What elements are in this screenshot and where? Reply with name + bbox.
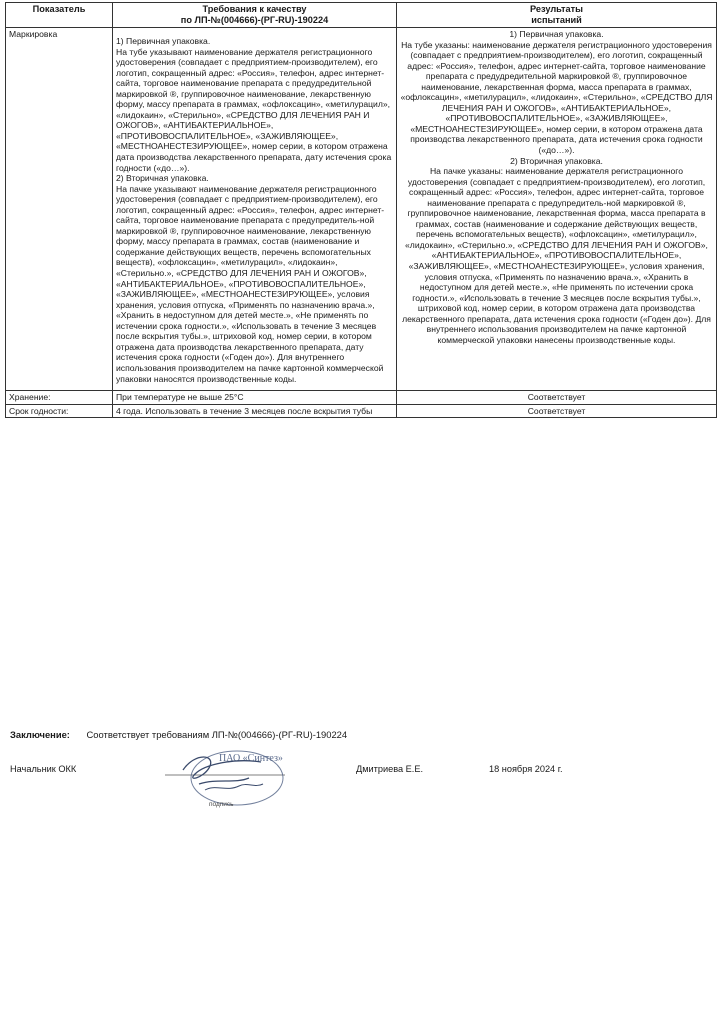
- stamp-text: ПАО «Синтез»: [219, 753, 283, 764]
- shelf-life-requirement: 4 года. Использовать в течение 3 месяцев после вскрытия тубы: [113, 404, 397, 418]
- marking-row: [6, 28, 717, 391]
- storage-row: [6, 391, 717, 405]
- signer-name: Дмитриева Е.Е.: [356, 764, 424, 774]
- marking-res-p1: 1) Первичная упаковка.: [509, 29, 604, 39]
- signer-position: Начальник ОКК: [10, 764, 77, 774]
- storage-result: Соответствует: [397, 391, 717, 405]
- storage-requirement: При температуре не выше 25°С: [113, 391, 397, 405]
- header-results-line1: Результаты: [530, 4, 583, 14]
- shelf-life-result: Соответствует: [397, 404, 717, 418]
- marking-res-p4: На пачке указаны: наименование держателя регистрационного удостоверения (совпадает с предприятием-производителем), его логотип, сокращенный адрес: «Россия», телефон, адрес интернет-сайта, торговое наименование препарата с предупредитель-ной маркировкой ®, группировочное наименование, лекарственная форма, масса препарата в граммах, состав (наименование и содержание действующих веществ, перечень вспомогательных веществ), «офлоксацин», «метилурацил», «лидокаин», «Стерильно.», «СРЕДСТВО ДЛЯ ЛЕЧЕНИЯ РАН И ОЖОГОВ», «АНТИБАКТЕРИАЛЬНОЕ», «ПРОТИВОВОСПАЛИТЕЛЬНОЕ», «ЗАЖИВЛЯЮЩЕЕ», «МЕСТНОАНЕСТЕЗИРУЮЩЕЕ», условия хранения, условия отпуска, «Применять по назначению врача.», «Хранить в недоступном для детей месте.», «Не применять по истечении срока годности.», «Использовать в течение 3 месяцев после вскрытия тубы.», штриховой код, номер серии, в котором отражена дата производства лекарственного препарата, дата истечения срока годности («Годен до»). Для внутреннего использования производителем на пачке картонной коммерческой упаковки нанесены производственные коды.: [402, 166, 711, 345]
- header-requirements: [113, 3, 397, 28]
- conclusion-text: Соответствует требованиям ЛП-№(004666)-(РГ-RU)-190224: [86, 729, 348, 740]
- header-results: [397, 3, 717, 28]
- marking-req-p4: На пачке указывают наименование держателя регистрационного удостоверения (совпадает с предприятием-производителем), его логотип, сокращенный адрес: «Россия», телефон, адрес интернет-сайта, торговое наименование препарата с предупредитель-ной маркировкой ®, группировочное наименование, лекарственную форму, массу препарата в граммах, состав (наименование и содержание действующих веществ, перечень вспомогательных веществ), «офлоксацин», «метилурацил», «лидокаин», «Стерильно.», «СРЕДСТВО ДЛЯ ЛЕЧЕНИЯ РАН И ОЖОГОВ», «АНТИБАКТЕРИАЛЬНОЕ», «ПРОТИВОВОСПАЛИТЕЛЬНОЕ», «ЗАЖИВЛЯЮЩЕЕ», «МЕСТНОАНЕСТЕЗИРУЮЩЕЕ», условия хранения, условия отпуска, «Применять по назначению врача.», «Хранить в недоступном для детей месте.», «Не применять по истечении срока годности.», «Использовать в течение 3 месяцев после вскрытия тубы.», штриховой код, номер серии, в котором отражена дата производства лекарственного препарата, дату истечения срока годности («Годен до»). Для внутреннего использования производителем на пачке картонной коммерческой упаковки наносятся производственные коды.: [116, 183, 385, 384]
- header-requirements-line1: Требования к качеству: [202, 4, 307, 14]
- marking-requirements: [113, 28, 397, 391]
- signature-date: 18 ноября 2024 г.: [489, 764, 563, 774]
- shelf-life-row: [6, 404, 717, 418]
- marking-req-p2: На тубе указывают наименование держателя регистрационного удостоверения (совпадает с предприятием-производителем), его логотип, сокращенный адрес: «Россия», телефон, адрес интернет-сайта, торговое наименование препарата с предудредительной маркировкой ®, группировочное наименование, лекарственную форму, массу препарата в граммах, «офлоксацин», «метилурацил», «лидокаин», «Стерильно», «СРЕДСТВО ДЛЯ ЛЕЧЕНИЯ РАН И ОЖОГОВ», «АНТИБАКТЕРИАЛЬНОЕ», «ПРОТИВОВОСПАЛИТЕЛЬНОЕ», «ЗАЖИВЛЯЮЩЕЕ», «МЕСТНОАНЕСТЕЗИРУЮЩЕЕ», номер серии, в котором отражена дата производства лекарственного препарата, дату истечения срока годности («до…»).: [116, 46, 392, 173]
- conclusion-label: Заключение:: [10, 729, 70, 740]
- stamp-graphic: [165, 748, 285, 810]
- marking-res-p2: На тубе указаны: наименование держателя регистрационного удостоверения (совпадает с предприятием-производителем), его логотип, сокращенный адрес: «Россия», телефон, адрес интернет-сайта, торговое наименование препарата с предудредительной маркировкой ®, группировочное наименование, лекарственная форма, масса препарата в граммах, «офлоксацин», «метилурацил», «лидокаин», «Стерильно», «СРЕДСТВО ДЛЯ ЛЕЧЕНИЯ РАН И ОЖОГОВ», «АНТИБАКТЕРИАЛЬНОЕ», «ПРОТИВОВОСПАЛИТЕЛЬНОЕ», «ЗАЖИВЛЯЮЩЕЕ», «МЕСТНОАНЕСТЕЗИРУЮЩЕЕ», номер серии, в котором отражена дата производства лекарственного препарата, дата истечения срока годности («до…»).: [400, 39, 713, 156]
- marking-res-p3: 2) Вторичная упаковка.: [510, 155, 603, 166]
- header-row: [6, 3, 717, 28]
- header-results-line2: испытаний: [531, 15, 582, 25]
- signature-stamp: [165, 748, 285, 810]
- marking-label: Маркировка: [6, 28, 113, 391]
- signature-flourish: [205, 784, 263, 790]
- shelf-life-label: Срок годности:: [6, 404, 113, 418]
- marking-req-p3: 2) Вторичная упаковка.: [116, 173, 209, 184]
- marking-req-p1: 1) Первичная упаковка.: [116, 36, 211, 46]
- marking-results: [397, 28, 717, 391]
- storage-label: Хранение:: [6, 391, 113, 405]
- conclusion: [10, 729, 347, 740]
- header-requirements-line2: по ЛП-№(004666)-(РГ-RU)-190224: [180, 15, 329, 25]
- header-indicator: Показатель: [6, 3, 113, 28]
- quality-table: [5, 2, 717, 418]
- stamp-caption: подпись: [209, 801, 234, 808]
